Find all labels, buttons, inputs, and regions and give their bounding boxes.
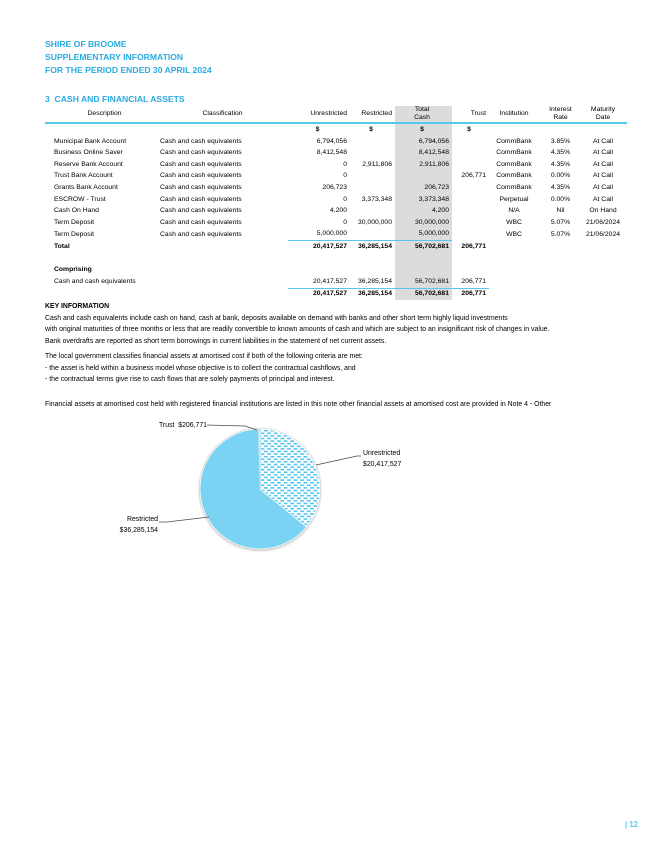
table-cell <box>350 229 395 241</box>
table-cell <box>288 264 350 276</box>
table-header-row <box>45 106 627 123</box>
classification-note-line: The local government classifies financial assets at amortised cost if both of the following criteria are met: <box>45 353 363 360</box>
table-cell: 3,373,348 <box>395 194 452 206</box>
table-cell <box>45 123 158 136</box>
table-cell <box>582 276 627 288</box>
table-cell: Cash and cash equivalents <box>160 137 242 145</box>
table-cell <box>542 123 582 136</box>
table-cell <box>350 264 395 276</box>
table-cell: CommBank <box>496 137 532 145</box>
table-cell: At Call <box>592 160 614 168</box>
table-cell <box>452 148 489 160</box>
restricted-label <box>95 514 158 536</box>
table-cell: 20,417,527 <box>312 242 347 250</box>
table-cell: 5,000,000 <box>288 229 350 241</box>
page-number: | 12 <box>624 820 638 829</box>
table-cell: Nil <box>556 207 565 215</box>
table-cell: CommBank <box>496 149 532 157</box>
table-cell: CommBank <box>496 184 532 191</box>
table-cell <box>350 253 395 265</box>
key-information-line: Bank overdrafts are reported as short term borrowings in current liabilities in the statement of net current assets. <box>45 337 387 345</box>
table-cell: ESCROW - Trust <box>54 195 106 203</box>
table-cell <box>350 205 395 217</box>
table-cell: 0.00% <box>550 172 571 180</box>
table-cell: 2,911,806 <box>362 160 392 168</box>
table-header-cell: Trust <box>452 106 489 123</box>
table-cell: CommBank <box>496 160 532 168</box>
table-cell: 21/06/2024 <box>585 218 621 226</box>
currency-row <box>45 123 627 136</box>
table-header-cell: Interest Rate <box>542 106 582 123</box>
comprising-row <box>45 276 627 288</box>
table-cell: WBC <box>506 230 522 238</box>
table-row <box>45 229 627 241</box>
classification-note-block <box>45 351 631 386</box>
table-cell: 0 <box>343 172 347 180</box>
table-cell <box>158 241 288 253</box>
table-cell: At Call <box>592 137 614 145</box>
table-cell: Cash and cash equivalents <box>160 149 242 157</box>
table-cell: Term Deposit <box>54 218 95 226</box>
table-cell <box>582 241 627 253</box>
table-cell <box>350 136 395 148</box>
table-cell: 8,412,548 <box>395 148 452 160</box>
table-row <box>45 148 627 160</box>
table-cell <box>158 123 288 136</box>
table-cell <box>489 276 542 288</box>
table-cell: 0.00% <box>550 195 571 203</box>
key-information-line: Cash and cash equivalents include cash on hand, cash at bank, deposits available on demand with banks and other short term highly liquid investments <box>45 314 508 322</box>
table-cell: 206,723 <box>395 182 452 194</box>
table-cell <box>158 264 288 276</box>
table-cell: 30,000,000 <box>395 217 452 229</box>
table-cell: 3.85% <box>550 137 571 145</box>
table-cell: CommBank <box>496 172 532 180</box>
table-cell: 6,794,056 <box>395 136 452 148</box>
table-cell <box>489 264 542 276</box>
key-information-line: with original maturities of three months or less that are readily convertible to known amounts of cash and which are subject to an insignificant risk of changes in value. <box>45 326 550 334</box>
key-information-heading: KEY INFORMATION <box>45 303 110 310</box>
table-cell: Comprising <box>54 266 92 274</box>
table-cell <box>395 264 452 276</box>
table-cell: $ <box>395 123 452 136</box>
section-title: 3 CASH AND FINANCIAL ASSETS <box>45 94 185 104</box>
table-cell <box>582 123 627 136</box>
classification-note-line: - the asset is held within a business model whose objective is to collect the contractual cashflows, and <box>45 364 356 372</box>
table-cell: 206,771 <box>461 172 486 180</box>
table-cell: Municipal Bank Account <box>54 137 127 145</box>
table-cell: 4.35% <box>550 184 571 191</box>
table-cell: 0 <box>343 218 347 226</box>
table-row <box>45 159 627 171</box>
doc-period: FOR THE PERIOD ENDED 30 APRIL 2024 <box>45 65 212 76</box>
table-cell <box>489 241 542 253</box>
table-cell <box>452 136 489 148</box>
table-cell: 206,723 <box>322 184 347 191</box>
comprising-total-row <box>45 288 627 300</box>
table-cell <box>489 123 542 136</box>
table-cell: Cash and cash equivalents <box>160 172 242 180</box>
org-name: SHIRE OF BROOME <box>45 39 127 49</box>
trust-label: Trust $206,771 <box>158 422 207 429</box>
table-cell: Cash and cash equivalents <box>160 207 242 215</box>
table-row <box>45 136 627 148</box>
table-cell <box>350 182 395 194</box>
table-cell: 4,200 <box>395 205 452 217</box>
table-cell: Grants Bank Account <box>54 184 118 191</box>
table-cell: 56,702,681 <box>395 276 452 288</box>
table-row <box>45 182 627 194</box>
table-header-cell: Maturity Date <box>582 106 627 123</box>
table-row <box>45 205 627 217</box>
table-cell <box>542 276 582 288</box>
table-cell: WBC <box>506 218 522 226</box>
table-cell <box>542 253 582 265</box>
table-cell: Cash and cash equivalents <box>160 230 242 238</box>
table-cell: 0 <box>343 195 347 203</box>
table-cell <box>452 194 489 206</box>
restricted-label-value: $36,285,154 <box>119 527 158 534</box>
table-cell: 5.07% <box>550 230 571 238</box>
table-cell: Total <box>54 242 70 250</box>
unrestricted-label-value: $20,417,527 <box>363 461 402 468</box>
table-cell <box>395 253 452 265</box>
pie-chart-svg <box>95 415 555 570</box>
table-cell: 206,771 <box>461 242 486 250</box>
table-cell <box>288 253 350 265</box>
cash-assets-table <box>45 106 627 300</box>
table-cell: N/A <box>508 207 520 215</box>
table-cell: 56,702,681 <box>395 288 452 300</box>
cash-pie-chart <box>95 415 555 570</box>
table-cell <box>489 288 542 300</box>
table-header-cell: Restricted <box>350 106 395 123</box>
table-cell: Cash and cash equivalents <box>160 218 242 226</box>
table-cell: 4.35% <box>550 149 571 157</box>
key-information-block <box>45 301 631 347</box>
table-cell: Reserve Bank Account <box>54 160 123 168</box>
table-cell <box>582 288 627 300</box>
table-cell <box>45 288 158 300</box>
table-row <box>45 194 627 206</box>
total-row <box>45 241 627 253</box>
table-header-cell: Description <box>45 106 158 123</box>
table-cell <box>452 253 489 265</box>
table-cell: $ <box>467 126 471 134</box>
table-cell <box>489 253 542 265</box>
table-row <box>45 217 627 229</box>
table-header-cell: Institution <box>489 106 542 123</box>
table-cell: Cash and cash equivalents <box>160 160 242 168</box>
table-cell <box>45 253 158 265</box>
table-cell <box>452 182 489 194</box>
table-cell <box>542 288 582 300</box>
table-cell: At Call <box>592 149 614 157</box>
table-cell: 5,000,000 <box>395 229 452 241</box>
table-cell <box>350 148 395 160</box>
table-cell: Perpetual <box>499 195 529 203</box>
table-cell <box>452 217 489 229</box>
table-cell: 20,417,527 <box>312 290 347 298</box>
unrestricted-label <box>363 448 401 470</box>
table-header-cell: Classification <box>158 106 288 123</box>
table-cell: At Call <box>592 184 614 191</box>
table-cell <box>452 229 489 241</box>
table-cell: 3,373,348 <box>361 195 392 203</box>
table-cell: 0 <box>343 160 347 168</box>
restricted-leader-line <box>159 517 209 522</box>
table-cell: Cash and cash equivalents <box>160 184 242 191</box>
table-cell <box>452 159 489 171</box>
table-cell: 20,417,527 <box>288 276 350 288</box>
restricted-label-name: Restricted <box>126 516 158 523</box>
table-cell: On Hand <box>589 207 617 215</box>
table-cell: Cash On Hand <box>54 207 99 215</box>
table-cell: 4.35% <box>550 160 571 168</box>
table-cell: 206,771 <box>461 290 486 298</box>
table-cell <box>542 241 582 253</box>
table-header-cell: Unrestricted <box>288 106 350 123</box>
table-cell: Trust Bank Account <box>54 172 113 180</box>
table-cell <box>158 253 288 265</box>
table-cell <box>452 205 489 217</box>
table-cell <box>158 288 288 300</box>
table-cell: 36,285,154 <box>357 242 392 250</box>
table-cell: Business Online Saver <box>54 149 123 157</box>
table-row <box>45 171 627 183</box>
table-cell: 36,285,154 <box>350 276 395 288</box>
table-cell: Cash and cash equivalents <box>160 195 242 203</box>
table-cell: Term Deposit <box>54 230 95 238</box>
table-cell: 206,771 <box>452 276 489 288</box>
table-cell <box>542 264 582 276</box>
table-cell: 36,285,154 <box>357 290 392 298</box>
table-cell <box>350 171 395 183</box>
unrestricted-label-name: Unrestricted <box>363 450 401 457</box>
table-cell: 4,200 <box>329 207 347 215</box>
financial-assets-note: Financial assets at amortised cost held with registered financial institutions are listed in this note other financial assets at amortised cost are provided in Note 4 - Other <box>45 401 552 408</box>
table-cell: 21/06/2024 <box>585 230 621 238</box>
spacer-row <box>45 253 627 265</box>
table-cell: $ <box>315 126 320 134</box>
document-header <box>45 38 212 78</box>
classification-note-line: - the contractual terms give rise to cash flows that are solely payments of principal and interest. <box>45 376 335 384</box>
table-cell: 5.07% <box>550 218 571 226</box>
table-cell <box>452 264 489 276</box>
table-cell <box>582 264 627 276</box>
table-cell: At Call <box>592 172 614 180</box>
comprising-label-row <box>45 264 627 276</box>
table-cell: 2,911,806 <box>395 159 452 171</box>
table-cell <box>582 253 627 265</box>
doc-subtitle: SUPPLEMENTARY INFORMATION <box>45 52 184 63</box>
table-cell: Cash and cash equivalents <box>54 278 136 285</box>
table-cell: 56,702,681 <box>395 241 452 253</box>
table-cell: At Call <box>592 195 614 203</box>
table-cell <box>395 171 452 183</box>
table-cell: 30,000,000 <box>357 218 392 226</box>
table-cell: 8,412,548 <box>316 149 347 157</box>
table-cell: 6,794,056 <box>316 137 347 145</box>
table-cell <box>158 276 288 288</box>
table-cell: $ <box>369 126 373 134</box>
table-header-cell: Total Cash <box>395 106 452 123</box>
unrestricted-leader-line <box>316 456 361 465</box>
